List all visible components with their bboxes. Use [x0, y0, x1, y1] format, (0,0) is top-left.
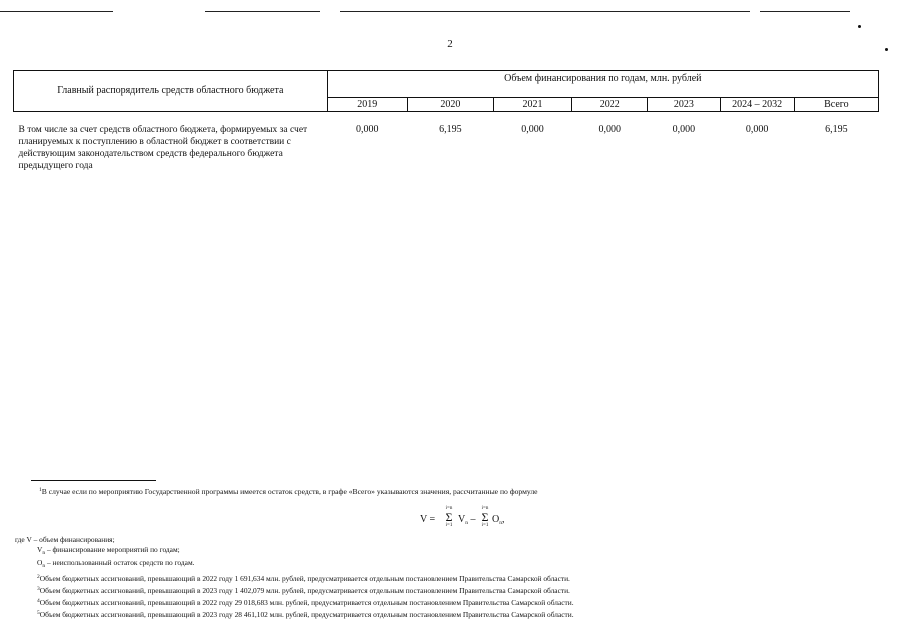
sum-symbol [478, 506, 492, 528]
term-1-subscript: n [465, 520, 468, 526]
term-1-symbol: V [458, 514, 466, 525]
scan-speck [858, 25, 861, 28]
scan-artifact-line [760, 11, 850, 12]
sum-lower-limit: i=1 [481, 523, 489, 528]
sum-upper-limit: i=n [481, 506, 489, 511]
column-total: Всего [794, 98, 878, 112]
formula-tail: , [501, 514, 505, 525]
formula-term-1 [458, 514, 475, 526]
row-value: 0,000 [745, 124, 769, 135]
footnote-3 [15, 584, 574, 596]
footnote-text: Объем бюджетных ассигнований, превышающий в 2022 году 1 691,634 млн. рублей, предусматривается отдельным постановлением Правительства Самарской области. [39, 573, 570, 583]
term-2-subscript: n [499, 520, 502, 526]
scan-artifact-line [340, 11, 750, 12]
column-year: 2020 [407, 98, 493, 112]
definition-on [15, 558, 574, 571]
formula-lhs: V = [420, 514, 436, 525]
row-value: 0,000 [356, 124, 379, 135]
formula-term-2 [492, 514, 504, 526]
footnote-2 [15, 572, 574, 584]
on-subscript: n [42, 563, 46, 570]
row-value: 0,000 [521, 124, 544, 135]
column-year-range: 2024 – 2032 [720, 98, 794, 112]
footnote-5 [15, 608, 574, 620]
sigma-icon: Σ [481, 510, 489, 524]
row-value: 0,000 [672, 124, 696, 135]
footnote-text: В случае если по мероприятию Государственной программы имеется остаток средств, в графе «Всего» указываются значения, рассчитанные по формуле [41, 487, 538, 496]
footnote-marker: 2 [37, 573, 40, 580]
sum-lower-limit: i=1 [445, 523, 453, 528]
sigma-icon: Σ [445, 510, 453, 524]
row-description: В том числе за счет средств областного бюджета, формируемых за счет планируемых к поступлению в областной бюджет в соответствии с действующим законодательством средств федерального бюджета предыдущего года [18, 125, 308, 171]
scan-speck [885, 48, 888, 51]
row-value-total: 6,195 [825, 124, 848, 135]
footnote-text: Объем бюджетных ассигнований, превышающий в 2023 году 28 461,102 млн. рублей, предусматривается отдельным постановлением Правительства Самарской области. [39, 610, 574, 620]
financing-table [13, 70, 879, 172]
footnote-marker: 3 [37, 585, 40, 592]
formula [420, 506, 510, 534]
on-text: – неиспользованный остаток средств по годам. [45, 558, 195, 568]
footnote-definitions [15, 535, 574, 620]
vn-text: – финансирование мероприятий по годам; [45, 545, 180, 555]
header-financing-by-year: Объем финансирования по годам, млн. рублей [327, 71, 878, 98]
definition-vn [15, 545, 574, 558]
term-2-symbol: O [492, 514, 500, 525]
row-value: 6,195 [439, 124, 462, 135]
page-number: 2 [447, 38, 453, 50]
sum-upper-limit: i=n [445, 506, 453, 511]
row-value: 0,000 [598, 124, 621, 135]
column-year: 2023 [648, 98, 720, 112]
column-year: 2021 [493, 98, 571, 112]
footnote-separator [31, 480, 156, 481]
column-year: 2022 [572, 98, 648, 112]
formula-minus: – [470, 514, 476, 525]
column-year: 2019 [327, 98, 407, 112]
vn-symbol: V [37, 545, 43, 555]
table-row [14, 112, 879, 173]
on-symbol: O [37, 558, 43, 568]
footnote-text: Объем бюджетных ассигнований, превышающий в 2023 году 1 402,079 млн. рублей, предусматривается отдельным постановлением Правительства Самарской области. [39, 585, 570, 595]
sum-symbol [442, 506, 456, 528]
footnote-4 [15, 596, 574, 608]
footnote-text: Объем бюджетных ассигнований, превышающий в 2022 году 29 018,683 млн. рублей, предусматривается отдельным постановлением Правительства Самарской области. [39, 598, 574, 608]
footnote-1 [39, 487, 538, 496]
footnote-marker: 1 [39, 487, 42, 493]
vn-subscript: n [42, 550, 46, 557]
table-header-row [14, 71, 879, 98]
footnote-marker: 4 [37, 598, 40, 605]
scan-artifact-line [205, 11, 320, 12]
footnote-marker: 5 [37, 610, 40, 617]
definition-v: где V – объем финансирования; [15, 535, 115, 544]
scan-artifact-line [0, 11, 113, 12]
header-distributor: Главный распорядитель средств областного бюджета [14, 71, 328, 112]
